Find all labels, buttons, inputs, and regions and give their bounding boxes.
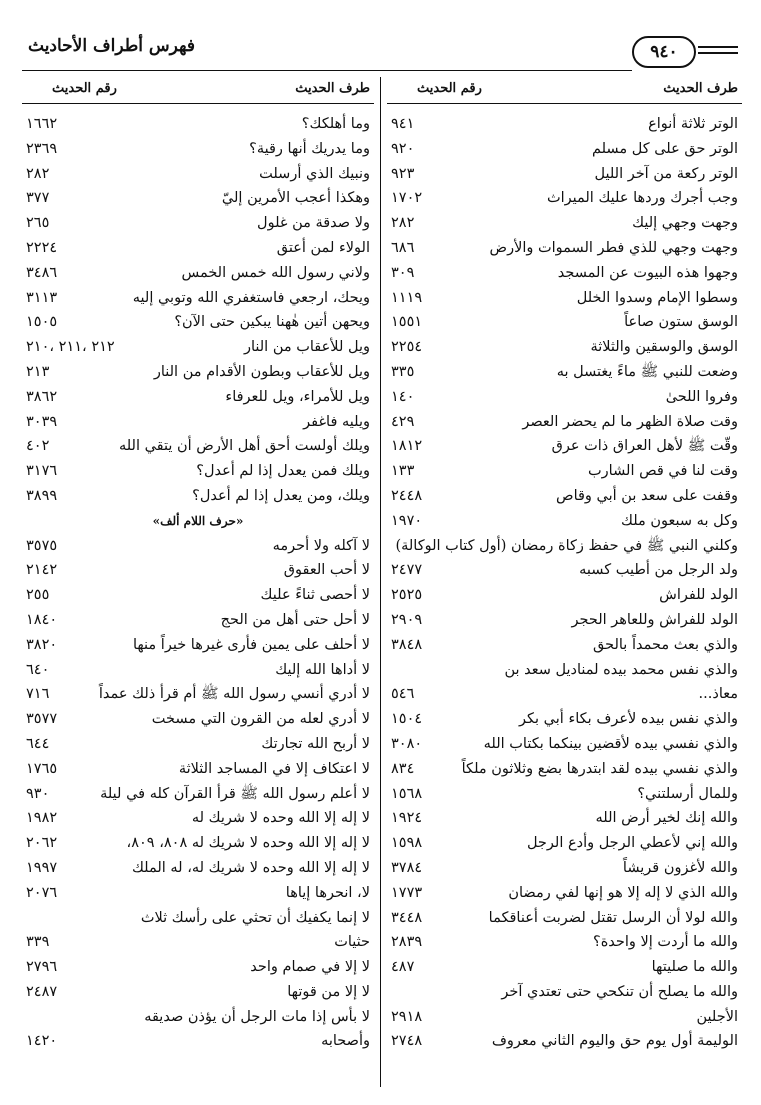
hadith-number: ١٥٠٥ bbox=[26, 314, 58, 331]
index-entry bbox=[387, 930, 742, 955]
hadith-number: ٩٢٣ bbox=[391, 165, 415, 182]
hadith-number: ٣١٧٦ bbox=[26, 463, 58, 480]
index-entry bbox=[387, 881, 742, 906]
index-entry bbox=[22, 1005, 374, 1030]
hadith-text: وقت صلاة الظهر ما لم يحضر العصر bbox=[522, 413, 738, 430]
index-entry bbox=[387, 806, 742, 831]
index-entry bbox=[22, 682, 374, 707]
index-entry bbox=[22, 856, 374, 881]
page-number: ٩٤٠ bbox=[632, 36, 696, 68]
hadith-text: والله لأغزون قريشاً bbox=[622, 859, 738, 876]
index-entry bbox=[387, 509, 742, 534]
hadith-number: ٢٣٦٩ bbox=[26, 140, 58, 157]
hadith-text: وما يدريك أنها رقية؟ bbox=[249, 140, 370, 157]
hadith-text: الوتر ركعة من آخر الليل bbox=[594, 165, 738, 182]
index-entry bbox=[387, 186, 742, 211]
hadith-number: ٢٩١٨ bbox=[391, 1008, 423, 1025]
index-entry bbox=[22, 112, 374, 137]
hadith-number: ١٧٠٢ bbox=[391, 190, 423, 207]
hadith-text: ويليه فاغفر bbox=[303, 413, 370, 430]
index-entry bbox=[387, 732, 742, 757]
hadith-number: ٢٧٩٦ bbox=[26, 959, 58, 976]
hadith-text: وأصحابه bbox=[321, 1033, 370, 1050]
hadith-text: والله الذي لا إله إلا هو إنها لفي رمضان bbox=[508, 884, 738, 901]
hadith-number: ٥٤٦ bbox=[391, 686, 415, 703]
index-entry bbox=[387, 261, 742, 286]
index-entry bbox=[22, 583, 374, 608]
index-entry bbox=[22, 137, 374, 162]
hadith-text: ولا صدقة من غلول bbox=[257, 215, 370, 232]
header-rule-top bbox=[698, 46, 738, 48]
hadith-number: ١٥٠٤ bbox=[391, 711, 423, 728]
hadith-text: لا أحلف على يمين فأرى غيرها خيراً منها bbox=[132, 636, 370, 653]
hadith-text: ويلك فمن يعدل إذا لم أعدل؟ bbox=[196, 463, 370, 480]
hadith-text: وقفت على سعد بن أبي وقاص bbox=[556, 487, 738, 504]
index-entry bbox=[22, 162, 374, 187]
hadith-text: وقت لنا في قص الشارب bbox=[588, 463, 738, 480]
hadith-text: لا إلا من قوتها bbox=[287, 983, 370, 1000]
hadith-number: ٤٢٩ bbox=[391, 413, 415, 430]
index-entry bbox=[387, 360, 742, 385]
hadith-text: ويلك، ومن يعدل إذا لم أعدل؟ bbox=[192, 487, 370, 504]
index-entry bbox=[387, 980, 742, 1005]
hadith-number: ٤٠٢ bbox=[26, 438, 50, 455]
hadith-number: ٢٤٧٧ bbox=[391, 562, 423, 579]
hadith-number: ٣٨٩٩ bbox=[26, 487, 58, 504]
hadith-number: ٦٤٤ bbox=[26, 735, 50, 752]
hadith-number: ٣٤٤٨ bbox=[391, 909, 423, 926]
hadith-text: ونبيك الذي أرسلت bbox=[259, 165, 370, 182]
hadith-number: ٢٤٨٧ bbox=[26, 983, 58, 1000]
hadith-number: ٦٨٦ bbox=[391, 239, 415, 256]
index-entry bbox=[22, 732, 374, 757]
index-entry bbox=[387, 955, 742, 980]
hadith-number: ١٨٤٠ bbox=[26, 611, 58, 628]
left-column-header bbox=[22, 77, 374, 104]
index-entry bbox=[22, 1029, 374, 1054]
index-entry bbox=[387, 906, 742, 931]
index-entry bbox=[22, 831, 374, 856]
hadith-number: ١٩٧٠ bbox=[391, 512, 423, 529]
hadith-text: وما أهلكك؟ bbox=[301, 116, 370, 132]
index-entry bbox=[22, 881, 374, 906]
index-entry bbox=[387, 534, 742, 559]
hadith-number: ٣٤٨٦ bbox=[26, 264, 58, 281]
header-rule-bottom bbox=[698, 52, 738, 54]
hadith-text: ويلك أولست أحق أهل الأرض أن يتقي الله bbox=[118, 438, 370, 455]
index-entry bbox=[22, 186, 374, 211]
index-entry bbox=[22, 385, 374, 410]
index-entry bbox=[22, 261, 374, 286]
hadith-text: لا إلا في صمام واحد bbox=[250, 959, 370, 976]
index-entry bbox=[387, 410, 742, 435]
hadith-text: لا أعلم رسول الله ﷺ قرأ القرآن كله في ليلة bbox=[100, 785, 370, 802]
hadith-number: ٢٧٤٨ bbox=[391, 1033, 423, 1050]
hadith-text: لا آكله ولا أحرمه bbox=[272, 537, 370, 554]
hadith-text: وللمال أرسلتني؟ bbox=[637, 785, 738, 802]
hadith-number: ٦٤٠ bbox=[26, 661, 50, 678]
hadith-text: لا أحب العقوق bbox=[283, 562, 370, 579]
hadith-number: ٣٧٨٤ bbox=[391, 859, 423, 876]
running-title: فهرس أطراف الأحاديث bbox=[28, 36, 196, 56]
hadith-number: ٢٦٥ bbox=[26, 215, 50, 232]
right-rows bbox=[387, 104, 742, 1054]
hadith-text: وجهت وجهي للذي فطر السموات والأرض bbox=[489, 239, 738, 256]
hadith-number: ١١١٩ bbox=[391, 289, 423, 306]
hadith-number: ١٥٩٨ bbox=[391, 835, 423, 852]
hadith-text: لا إله إلا الله وحده لا شريك له bbox=[191, 810, 370, 827]
index-entry bbox=[387, 1029, 742, 1054]
hadith-number: ٣٠٨٠ bbox=[391, 735, 423, 752]
index-entry bbox=[22, 434, 374, 459]
index-entry bbox=[387, 310, 742, 335]
hadith-number: ٣٥٧٥ bbox=[26, 537, 58, 554]
index-entry bbox=[387, 335, 742, 360]
index-entry bbox=[387, 484, 742, 509]
page-header bbox=[22, 32, 740, 72]
hadith-text: وضعت للنبي ﷺ ماءً يغتسل به bbox=[556, 363, 738, 380]
index-entry bbox=[387, 856, 742, 881]
number-column-label: رقم الحديث bbox=[52, 81, 117, 96]
hadith-number: ١٦٦٢ bbox=[26, 116, 58, 132]
index-entry bbox=[22, 310, 374, 335]
hadith-text: لا إنما يكفيك أن تحثي على رأسك ثلاث bbox=[140, 909, 370, 926]
hadith-text: لا، انحرها إياها bbox=[285, 884, 370, 901]
hadith-number: ٨٣٤ bbox=[391, 760, 415, 777]
hadith-number: ٩٣٠ bbox=[26, 785, 50, 802]
hadith-text: والله إني لأعطي الرجل وأدع الرجل bbox=[526, 835, 738, 852]
hadith-text: لا إله إلا الله وحده لا شريك له، له الملك bbox=[131, 859, 370, 876]
hadith-number: ٢٥٢٥ bbox=[391, 587, 423, 604]
hadith-text: حثيات bbox=[334, 934, 370, 951]
hadith-text: ولاني رسول الله خمس الخمس bbox=[181, 264, 370, 281]
hadith-number: ٩٢٠ bbox=[391, 140, 415, 157]
hadith-text: لا أداها الله إليك bbox=[275, 661, 370, 678]
right-column bbox=[387, 77, 742, 1085]
index-entry bbox=[387, 459, 742, 484]
hadith-number: ١٥٥١ bbox=[391, 314, 423, 331]
hadith-text: الوسق والوسقين والثلاثة bbox=[590, 339, 738, 356]
hadith-text: لا أحصى ثناءً عليك bbox=[260, 587, 370, 604]
index-entry bbox=[387, 757, 742, 782]
hadith-number: ٢٨٢ bbox=[391, 215, 415, 232]
column-divider bbox=[380, 77, 381, 1087]
index-entry bbox=[22, 534, 374, 559]
hadith-number: ١٨١٢ bbox=[391, 438, 423, 455]
index-entry bbox=[22, 410, 374, 435]
hadith-number: ١٥٦٨ bbox=[391, 785, 423, 802]
hadith-number: ٣٣٩ bbox=[26, 934, 50, 951]
hadith-number: ٣١١٣ bbox=[26, 289, 58, 306]
hadith-text: والذي نفس محمد بيده لمناديل سعد بن bbox=[504, 661, 738, 678]
hadith-text: لا بأس إذا مات الرجل أن يؤذن صديقه bbox=[144, 1008, 370, 1025]
hadith-number: ٣٥٧٧ bbox=[26, 711, 58, 728]
index-entry bbox=[387, 583, 742, 608]
hadith-text: لا اعتكاف إلا في المساجد الثلاثة bbox=[178, 760, 370, 777]
index-entry bbox=[22, 211, 374, 236]
index-entry bbox=[387, 211, 742, 236]
hadith-text: لا أدري لعله من القرون التي مسخت bbox=[151, 711, 370, 728]
hadith-text: وجهوا هذه البيوت عن المسجد bbox=[557, 264, 738, 281]
hadith-text: معاذ... bbox=[698, 686, 738, 703]
hadith-number: ١٣٣ bbox=[391, 463, 415, 480]
hadith-text: وجهت وجهي إليك bbox=[632, 215, 738, 232]
hadith-number: ٩٤١ bbox=[391, 116, 415, 132]
hadith-number: ٢٢٢٤ bbox=[26, 239, 58, 256]
index-entry bbox=[387, 385, 742, 410]
hadith-text: الولاء لمن أعتق bbox=[276, 239, 370, 256]
index-entry bbox=[22, 757, 374, 782]
hadith-text: ويل للأعقاب من النار bbox=[243, 339, 370, 356]
index-entry bbox=[387, 558, 742, 583]
hadith-text: وكلني النبي ﷺ في حفظ زكاة رمضان (أول كتاب الوكالة) bbox=[395, 537, 738, 554]
hadith-number: ٢٨٣٩ bbox=[391, 934, 423, 951]
index-entry bbox=[387, 831, 742, 856]
hadith-number: ٢١٤٢ bbox=[26, 562, 58, 579]
hadith-text: والذي نفسي بيده لقد ابتدرها بضع وثلاثون ملكاً bbox=[461, 760, 738, 777]
hadith-text: والله ما أردت إلا واحدة؟ bbox=[593, 934, 738, 951]
hadith-text: والله إنك لخير أرض الله bbox=[595, 810, 738, 827]
hadith-text: لا أربح الله تجارتك bbox=[261, 735, 370, 752]
hadith-number: ٢٠٦٢ bbox=[26, 835, 58, 852]
hadith-number: ٣٠٣٩ bbox=[26, 413, 58, 430]
index-entry bbox=[22, 980, 374, 1005]
hadith-text: الوتر حق على كل مسلم bbox=[591, 140, 738, 157]
index-entry bbox=[22, 459, 374, 484]
index-entry bbox=[22, 558, 374, 583]
hadith-number: ٢٩٠٩ bbox=[391, 611, 423, 628]
hadith-text: والله ما صليتها bbox=[651, 959, 738, 976]
hadith-number: ١٩٩٧ bbox=[26, 859, 58, 876]
hadith-text: وكل به سبعون ملك bbox=[621, 512, 738, 529]
index-entry bbox=[22, 806, 374, 831]
index-entry bbox=[22, 930, 374, 955]
hadith-number: ٢٥٥ bbox=[26, 587, 50, 604]
left-rows bbox=[22, 104, 374, 1054]
index-entry bbox=[22, 608, 374, 633]
hadith-number: ٤٨٧ bbox=[391, 959, 415, 976]
hadith-number: ٣٨٦٢ bbox=[26, 388, 58, 405]
hadith-number: ٣٠٩ bbox=[391, 264, 415, 281]
right-column-header bbox=[387, 77, 742, 104]
header-line bbox=[22, 70, 632, 71]
hadith-number: ٢٨٢ bbox=[26, 165, 50, 182]
hadith-text: وسطوا الإمام وسدوا الخلل bbox=[576, 289, 738, 306]
index-entry bbox=[22, 658, 374, 683]
hadith-number: ٢٢٥٤ bbox=[391, 339, 423, 356]
index-entry bbox=[387, 782, 742, 807]
hadith-column-label: طرف الحديث bbox=[295, 81, 370, 96]
index-entry bbox=[387, 434, 742, 459]
index-entry bbox=[387, 286, 742, 311]
index-entry bbox=[387, 137, 742, 162]
hadith-number: ١٩٢٤ bbox=[391, 810, 423, 827]
index-entry bbox=[22, 955, 374, 980]
index-entry bbox=[22, 633, 374, 658]
hadith-number: ٣٨٤٨ bbox=[391, 636, 423, 653]
hadith-text: والله لولا أن الرسل تقتل لضربت أعناقكما bbox=[488, 909, 738, 926]
index-entry bbox=[22, 707, 374, 732]
index-entry bbox=[387, 162, 742, 187]
hadith-text: ويحهن أتين هٰهنا يبكين حتى الآن؟ bbox=[174, 314, 370, 331]
hadith-text: الوليمة أول يوم حق واليوم الثاني معروف bbox=[491, 1033, 738, 1050]
section-heading bbox=[22, 509, 374, 534]
hadith-number: ٢١٢ ،٢١١ ،٢١٠ bbox=[26, 339, 115, 356]
hadith-text: لا أدري أنسي رسول الله ﷺ أم قرأ ذلك عمداً bbox=[98, 686, 370, 703]
hadith-text: وهكذا أعجب الأمرين إليّ bbox=[221, 190, 370, 207]
hadith-number: ٣٨٢٠ bbox=[26, 636, 58, 653]
left-column bbox=[22, 77, 374, 1085]
hadith-text: والذي نفسي بيده لأقضين بينكما بكتاب الله bbox=[483, 735, 738, 752]
hadith-text: ويحك، ارجعي فاستغفري الله وتوبي إليه bbox=[132, 289, 370, 306]
hadith-number: ١٩٨٢ bbox=[26, 810, 58, 827]
hadith-number: ٢٠٧٦ bbox=[26, 884, 58, 901]
hadith-text: «حرف اللام ألف» bbox=[152, 513, 244, 528]
hadith-text: والذي بعث محمداً بالحق bbox=[593, 636, 738, 653]
hadith-number: ٢٤٤٨ bbox=[391, 487, 423, 504]
index-entry bbox=[387, 1005, 742, 1030]
index-entry bbox=[387, 682, 742, 707]
hadith-number: ١٧٦٥ bbox=[26, 760, 58, 777]
hadith-text: لا إله إلا الله وحده لا شريك له ٨٠٨، ٨٠٩، bbox=[126, 835, 370, 852]
hadith-number: ١٧٧٣ bbox=[391, 884, 423, 901]
index-entry bbox=[387, 608, 742, 633]
hadith-text: الوسق ستون صاعاً bbox=[624, 314, 738, 331]
index-entry bbox=[387, 236, 742, 261]
index-entry bbox=[22, 360, 374, 385]
hadith-number: ١٤٠ bbox=[391, 388, 415, 405]
hadith-number: ١٤٢٠ bbox=[26, 1033, 58, 1050]
index-entry bbox=[22, 906, 374, 931]
hadith-text: ولد الرجل من أطيب كسبه bbox=[579, 562, 738, 579]
hadith-number: ٧١٦ bbox=[26, 686, 50, 703]
index-entry bbox=[22, 286, 374, 311]
hadith-text: وقّت ﷺ لأهل العراق ذات عرق bbox=[551, 438, 738, 455]
index-entry bbox=[387, 112, 742, 137]
hadith-text: وجب أجرك وردها عليك الميراث bbox=[546, 190, 738, 207]
hadith-number: ٣٧٧ bbox=[26, 190, 50, 207]
index-entry bbox=[387, 633, 742, 658]
number-column-label: رقم الحديث bbox=[417, 81, 482, 96]
hadith-number: ٢١٣ bbox=[26, 363, 50, 380]
hadith-text: الوتر ثلاثة أنواع bbox=[648, 116, 738, 132]
hadith-text: والله ما يصلح أن تنكحي حتى تعتدي آخر bbox=[501, 983, 738, 1000]
index-entry bbox=[387, 658, 742, 683]
index-entry bbox=[22, 484, 374, 509]
hadith-column-label: طرف الحديث bbox=[663, 81, 738, 96]
hadith-text: ويل للأعقاب وبطون الأقدام من النار bbox=[153, 363, 370, 380]
hadith-text: الولد للفراش bbox=[659, 587, 738, 604]
hadith-text: وفروا اللحىٰ bbox=[665, 388, 738, 405]
index-entry bbox=[22, 782, 374, 807]
hadith-text: والذي نفس بيده لأعرف بكاء أبي بكر bbox=[519, 711, 738, 728]
index-entry bbox=[387, 707, 742, 732]
index-entry bbox=[22, 335, 374, 360]
hadith-number: ٣٣٥ bbox=[391, 363, 415, 380]
hadith-text: لا أحل حتى أهل من الحج bbox=[220, 611, 370, 628]
hadith-text: ويل للأمراء، ويل للعرفاء bbox=[225, 388, 370, 405]
index-entry bbox=[22, 236, 374, 261]
hadith-text: الأجلين bbox=[696, 1008, 738, 1025]
hadith-text: الولد للفراش وللعاهر الحجر bbox=[571, 611, 738, 628]
